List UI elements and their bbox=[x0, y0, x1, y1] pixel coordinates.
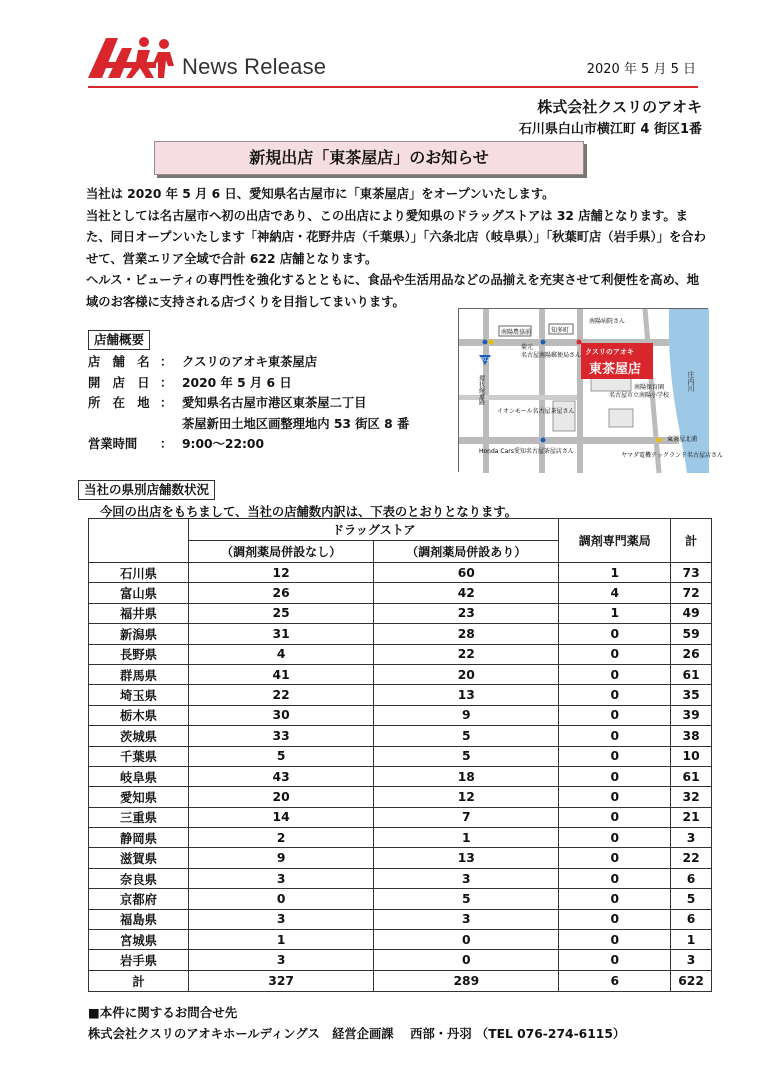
map-label: ヤマダ電機テックランド名古屋店さん bbox=[621, 452, 724, 459]
store-info-row bbox=[88, 393, 409, 414]
prefecture-store-table bbox=[88, 518, 712, 992]
table-cell-no: 12 bbox=[189, 563, 374, 583]
page-title: 新規出店「東茶屋店」のお知らせ bbox=[154, 141, 584, 175]
release-date: 2020 年 5 月 5 日 bbox=[586, 62, 696, 77]
table-cell-with: 42 bbox=[374, 583, 559, 603]
table-cell-no: 30 bbox=[189, 705, 374, 725]
table-cell-with: 18 bbox=[374, 766, 559, 786]
table-row bbox=[89, 950, 712, 970]
header bbox=[0, 0, 768, 137]
table-cell-with: 3 bbox=[374, 868, 559, 888]
table-row bbox=[89, 828, 712, 848]
store-info-colon: ： bbox=[160, 375, 173, 390]
table-cell-pref: 岐阜県 bbox=[89, 766, 189, 786]
table-cell-total: 73 bbox=[671, 563, 712, 583]
table-header-pharmacy: 調剤専門薬局 bbox=[559, 519, 671, 563]
table-cell-ph: 0 bbox=[559, 930, 671, 950]
map-route-label: 302 bbox=[480, 357, 490, 363]
table-cell-pref: 愛知県 bbox=[89, 787, 189, 807]
table-cell-no: 14 bbox=[189, 807, 374, 827]
company-name: 株式会社クスリのアオキ bbox=[537, 98, 702, 116]
map-label: 名古屋市立南陽小学校 bbox=[609, 392, 670, 399]
table-cell-ph: 1 bbox=[559, 603, 671, 623]
table-header-drug-no: （調剤薬局併設なし） bbox=[189, 541, 374, 563]
table-cell-pref: 岩手県 bbox=[89, 950, 189, 970]
store-info-value: 愛知県名古屋市港区東茶屋二丁目 bbox=[182, 396, 367, 410]
table-row bbox=[89, 583, 712, 603]
table-cell-with: 13 bbox=[374, 685, 559, 705]
store-info-value: 茶屋新田土地区画整理地内 53 街区 8 番 bbox=[182, 416, 410, 431]
store-info-colon bbox=[160, 414, 182, 435]
table-cell-total: 35 bbox=[671, 685, 712, 705]
table-header-drugstore: ドラッグストア bbox=[189, 519, 559, 541]
table-cell-total: 21 bbox=[671, 807, 712, 827]
table-cell-with: 28 bbox=[374, 624, 559, 644]
table-cell-pref: 奈良県 bbox=[89, 868, 189, 888]
store-info-key: 開 店 日 bbox=[88, 375, 150, 390]
table-cell-total: 3 bbox=[671, 950, 712, 970]
map-label: 南陽農協前 bbox=[501, 329, 532, 336]
store-info-key: 店 舗 名 bbox=[88, 355, 150, 369]
table-cell-no: 33 bbox=[189, 726, 374, 746]
table-cell-with: 5 bbox=[374, 746, 559, 766]
store-info-key: 営業時間 bbox=[88, 437, 138, 451]
table-cell-no: 25 bbox=[189, 603, 374, 623]
table-cell-ph: 0 bbox=[559, 787, 671, 807]
table-cell-no: 2 bbox=[189, 828, 374, 848]
table-total-row bbox=[89, 970, 712, 991]
table-intro: 今回の出店をもちまして、当社の店舗数内訳は、下表のとおりとなります。 bbox=[100, 505, 517, 519]
table-cell-ph: 0 bbox=[559, 950, 671, 970]
table-cell-pref: 滋賀県 bbox=[89, 848, 189, 868]
table-row bbox=[89, 603, 712, 623]
store-map bbox=[458, 308, 724, 472]
table-cell-total: 38 bbox=[671, 726, 712, 746]
table-cell-with: 3 bbox=[374, 909, 559, 929]
table-cell-no: 3 bbox=[189, 909, 374, 929]
table-cell-ph: 0 bbox=[559, 909, 671, 929]
store-info-value: 2020 年 5 月 6 日 bbox=[182, 375, 292, 390]
table-cell-with: 12 bbox=[374, 787, 559, 807]
table-cell-with: 60 bbox=[374, 563, 559, 583]
table-cell-pref: 長野県 bbox=[89, 644, 189, 664]
table-cell-ph: 0 bbox=[559, 746, 671, 766]
table-header-blank bbox=[89, 519, 189, 563]
table-cell-ph: 0 bbox=[559, 624, 671, 644]
table-total-total: 622 bbox=[671, 970, 712, 991]
table-cell-total: 61 bbox=[671, 766, 712, 786]
table-row bbox=[89, 705, 712, 725]
table-row bbox=[89, 726, 712, 746]
contact-info: 株式会社クスリのアオキホールディングス 経営企画課 西部・丹羽 （TEL 076-274-6115） bbox=[88, 1027, 626, 1041]
map-label: Honda Cars愛知名古屋茶屋店さん bbox=[479, 448, 574, 455]
table-row bbox=[89, 930, 712, 950]
table-cell-total: 49 bbox=[671, 603, 712, 623]
news-release-title: News Release bbox=[182, 54, 327, 79]
table-cell-pref: 京都府 bbox=[89, 889, 189, 909]
table-cell-ph: 0 bbox=[559, 685, 671, 705]
store-info-colon: ： bbox=[160, 355, 173, 369]
table-cell-ph: 4 bbox=[559, 583, 671, 603]
table-total-ph: 6 bbox=[559, 970, 671, 991]
table-cell-pref: 静岡県 bbox=[89, 828, 189, 848]
table-cell-total: 6 bbox=[671, 909, 712, 929]
table-cell-with: 5 bbox=[374, 889, 559, 909]
header-divider bbox=[88, 86, 698, 88]
store-info-colon: ： bbox=[160, 437, 173, 451]
store-info-row bbox=[88, 414, 409, 435]
store-info-key: 所 在 地 bbox=[88, 396, 150, 410]
table-cell-total: 6 bbox=[671, 868, 712, 888]
store-info-value: クスリのアオキ東茶屋店 bbox=[182, 355, 318, 369]
map-label: 菊元 bbox=[521, 344, 534, 351]
table-header-total: 計 bbox=[671, 519, 712, 563]
map-label: 環状線道路 bbox=[477, 375, 485, 405]
table-cell-ph: 0 bbox=[559, 705, 671, 725]
table-cell-no: 20 bbox=[189, 787, 374, 807]
table-cell-total: 39 bbox=[671, 705, 712, 725]
table-cell-no: 3 bbox=[189, 868, 374, 888]
table-cell-no: 1 bbox=[189, 930, 374, 950]
table-cell-no: 0 bbox=[189, 889, 374, 909]
store-info bbox=[88, 352, 409, 455]
table-cell-ph: 0 bbox=[559, 807, 671, 827]
intro-paragraph: ヘルス・ビューティの専門性を強化するとともに、食品や生活用品などの品揃えを充実させて利便性を高め、地域のお客様に支持される店づくりを目指してまいります。 bbox=[86, 273, 700, 309]
intro-paragraph: 当社としては名古屋市へ初の出店であり、この出店により愛知県のドラッグストアは 32 店舗となります。また、同日オープンいたします「神納店・花野井店（千葉県）」「六条北店（岐阜県）」「秋葉町店（岩手県）」を合わせて、営業エリア全域で合計 622 店舗となります。 bbox=[86, 208, 706, 266]
table-cell-total: 59 bbox=[671, 624, 712, 644]
table-cell-with: 5 bbox=[374, 726, 559, 746]
table-cell-total: 72 bbox=[671, 583, 712, 603]
table-cell-with: 9 bbox=[374, 705, 559, 725]
intro-paragraph: 当社は 2020 年 5 月 6 日、愛知県名古屋市に「東茶屋店」をオープンいたします。 bbox=[86, 187, 555, 201]
table-cell-total: 10 bbox=[671, 746, 712, 766]
company-address: 石川県白山市横江町 4 街区1番 bbox=[518, 122, 702, 137]
table-cell-total: 3 bbox=[671, 828, 712, 848]
table-cell-no: 4 bbox=[189, 644, 374, 664]
map-label: 名古屋南陽郵便局さん bbox=[521, 352, 582, 359]
table-cell-with: 0 bbox=[374, 950, 559, 970]
table-cell-ph: 0 bbox=[559, 664, 671, 684]
table-cell-ph: 0 bbox=[559, 726, 671, 746]
table-cell-pref: 新潟県 bbox=[89, 624, 189, 644]
map-label: イオンモール名古屋茶屋さん bbox=[497, 408, 575, 415]
table-total-pref: 計 bbox=[89, 970, 189, 991]
table-cell-ph: 0 bbox=[559, 868, 671, 888]
table-cell-with: 23 bbox=[374, 603, 559, 623]
table-row bbox=[89, 746, 712, 766]
map-label: 南陽保育園 bbox=[634, 384, 665, 391]
table-cell-no: 41 bbox=[189, 664, 374, 684]
store-info-key bbox=[88, 414, 160, 435]
store-overview-label: 店舗概要 bbox=[88, 330, 150, 350]
prefecture-status-label: 当社の県別店舗数状況 bbox=[78, 480, 215, 500]
table-cell-pref: 群馬県 bbox=[89, 664, 189, 684]
table-row bbox=[89, 766, 712, 786]
table-row bbox=[89, 909, 712, 929]
table-cell-with: 22 bbox=[374, 644, 559, 664]
store-info-row bbox=[88, 373, 409, 394]
map-label: 知多町 bbox=[551, 327, 570, 334]
map-river-label: 庄内川 bbox=[687, 371, 695, 392]
table-cell-with: 20 bbox=[374, 664, 559, 684]
table-cell-pref: 栃木県 bbox=[89, 705, 189, 725]
company-logo-icon bbox=[88, 36, 176, 80]
table-row bbox=[89, 848, 712, 868]
table-cell-total: 61 bbox=[671, 664, 712, 684]
table-cell-with: 1 bbox=[374, 828, 559, 848]
store-info-row bbox=[88, 434, 409, 455]
table-cell-total: 1 bbox=[671, 930, 712, 950]
table-cell-pref: 富山県 bbox=[89, 583, 189, 603]
table-cell-pref: 三重県 bbox=[89, 807, 189, 827]
intro-text bbox=[86, 184, 706, 313]
table-cell-pref: 宮城県 bbox=[89, 930, 189, 950]
table-row bbox=[89, 807, 712, 827]
table-cell-pref: 福井県 bbox=[89, 603, 189, 623]
table-cell-total: 22 bbox=[671, 848, 712, 868]
table-cell-total: 5 bbox=[671, 889, 712, 909]
table-cell-with: 13 bbox=[374, 848, 559, 868]
table-cell-no: 43 bbox=[189, 766, 374, 786]
map-store-brand: クスリのアオキ bbox=[585, 348, 634, 356]
table-cell-pref: 福島県 bbox=[89, 909, 189, 929]
table-cell-ph: 1 bbox=[559, 563, 671, 583]
table-cell-ph: 0 bbox=[559, 766, 671, 786]
table-row bbox=[89, 664, 712, 684]
table-row bbox=[89, 868, 712, 888]
table-row bbox=[89, 644, 712, 664]
table-cell-pref: 茨城県 bbox=[89, 726, 189, 746]
map-label: 東茶屋北浦 bbox=[667, 436, 698, 443]
table-cell-no: 9 bbox=[189, 848, 374, 868]
table-header-drug-with: （調剤薬局併設あり） bbox=[374, 541, 559, 563]
store-info-value: 9:00～22:00 bbox=[182, 437, 265, 451]
table-cell-no: 3 bbox=[189, 950, 374, 970]
table-row bbox=[89, 889, 712, 909]
table-cell-pref: 千葉県 bbox=[89, 746, 189, 766]
table-cell-no: 22 bbox=[189, 685, 374, 705]
table-cell-ph: 0 bbox=[559, 889, 671, 909]
table-cell-total: 32 bbox=[671, 787, 712, 807]
table-cell-with: 7 bbox=[374, 807, 559, 827]
table-row bbox=[89, 685, 712, 705]
table-row bbox=[89, 563, 712, 583]
table-cell-total: 26 bbox=[671, 644, 712, 664]
table-cell-no: 31 bbox=[189, 624, 374, 644]
table-cell-pref: 石川県 bbox=[89, 563, 189, 583]
table-cell-no: 26 bbox=[189, 583, 374, 603]
table-cell-ph: 0 bbox=[559, 644, 671, 664]
store-info-colon: ： bbox=[160, 396, 173, 410]
table-row bbox=[89, 787, 712, 807]
table-cell-ph: 0 bbox=[559, 828, 671, 848]
table-cell-ph: 0 bbox=[559, 848, 671, 868]
table-total-with: 289 bbox=[374, 970, 559, 991]
table-row bbox=[89, 624, 712, 644]
table-cell-with: 0 bbox=[374, 930, 559, 950]
table-cell-no: 5 bbox=[189, 746, 374, 766]
contact-title: ■本件に関するお問合せ先 bbox=[88, 1005, 238, 1020]
table-total-no: 327 bbox=[189, 970, 374, 991]
map-label: 南陽病院さん bbox=[589, 318, 626, 325]
table-cell-pref: 埼玉県 bbox=[89, 685, 189, 705]
store-info-row bbox=[88, 352, 409, 373]
map-store-name: 東茶屋店 bbox=[589, 362, 642, 377]
